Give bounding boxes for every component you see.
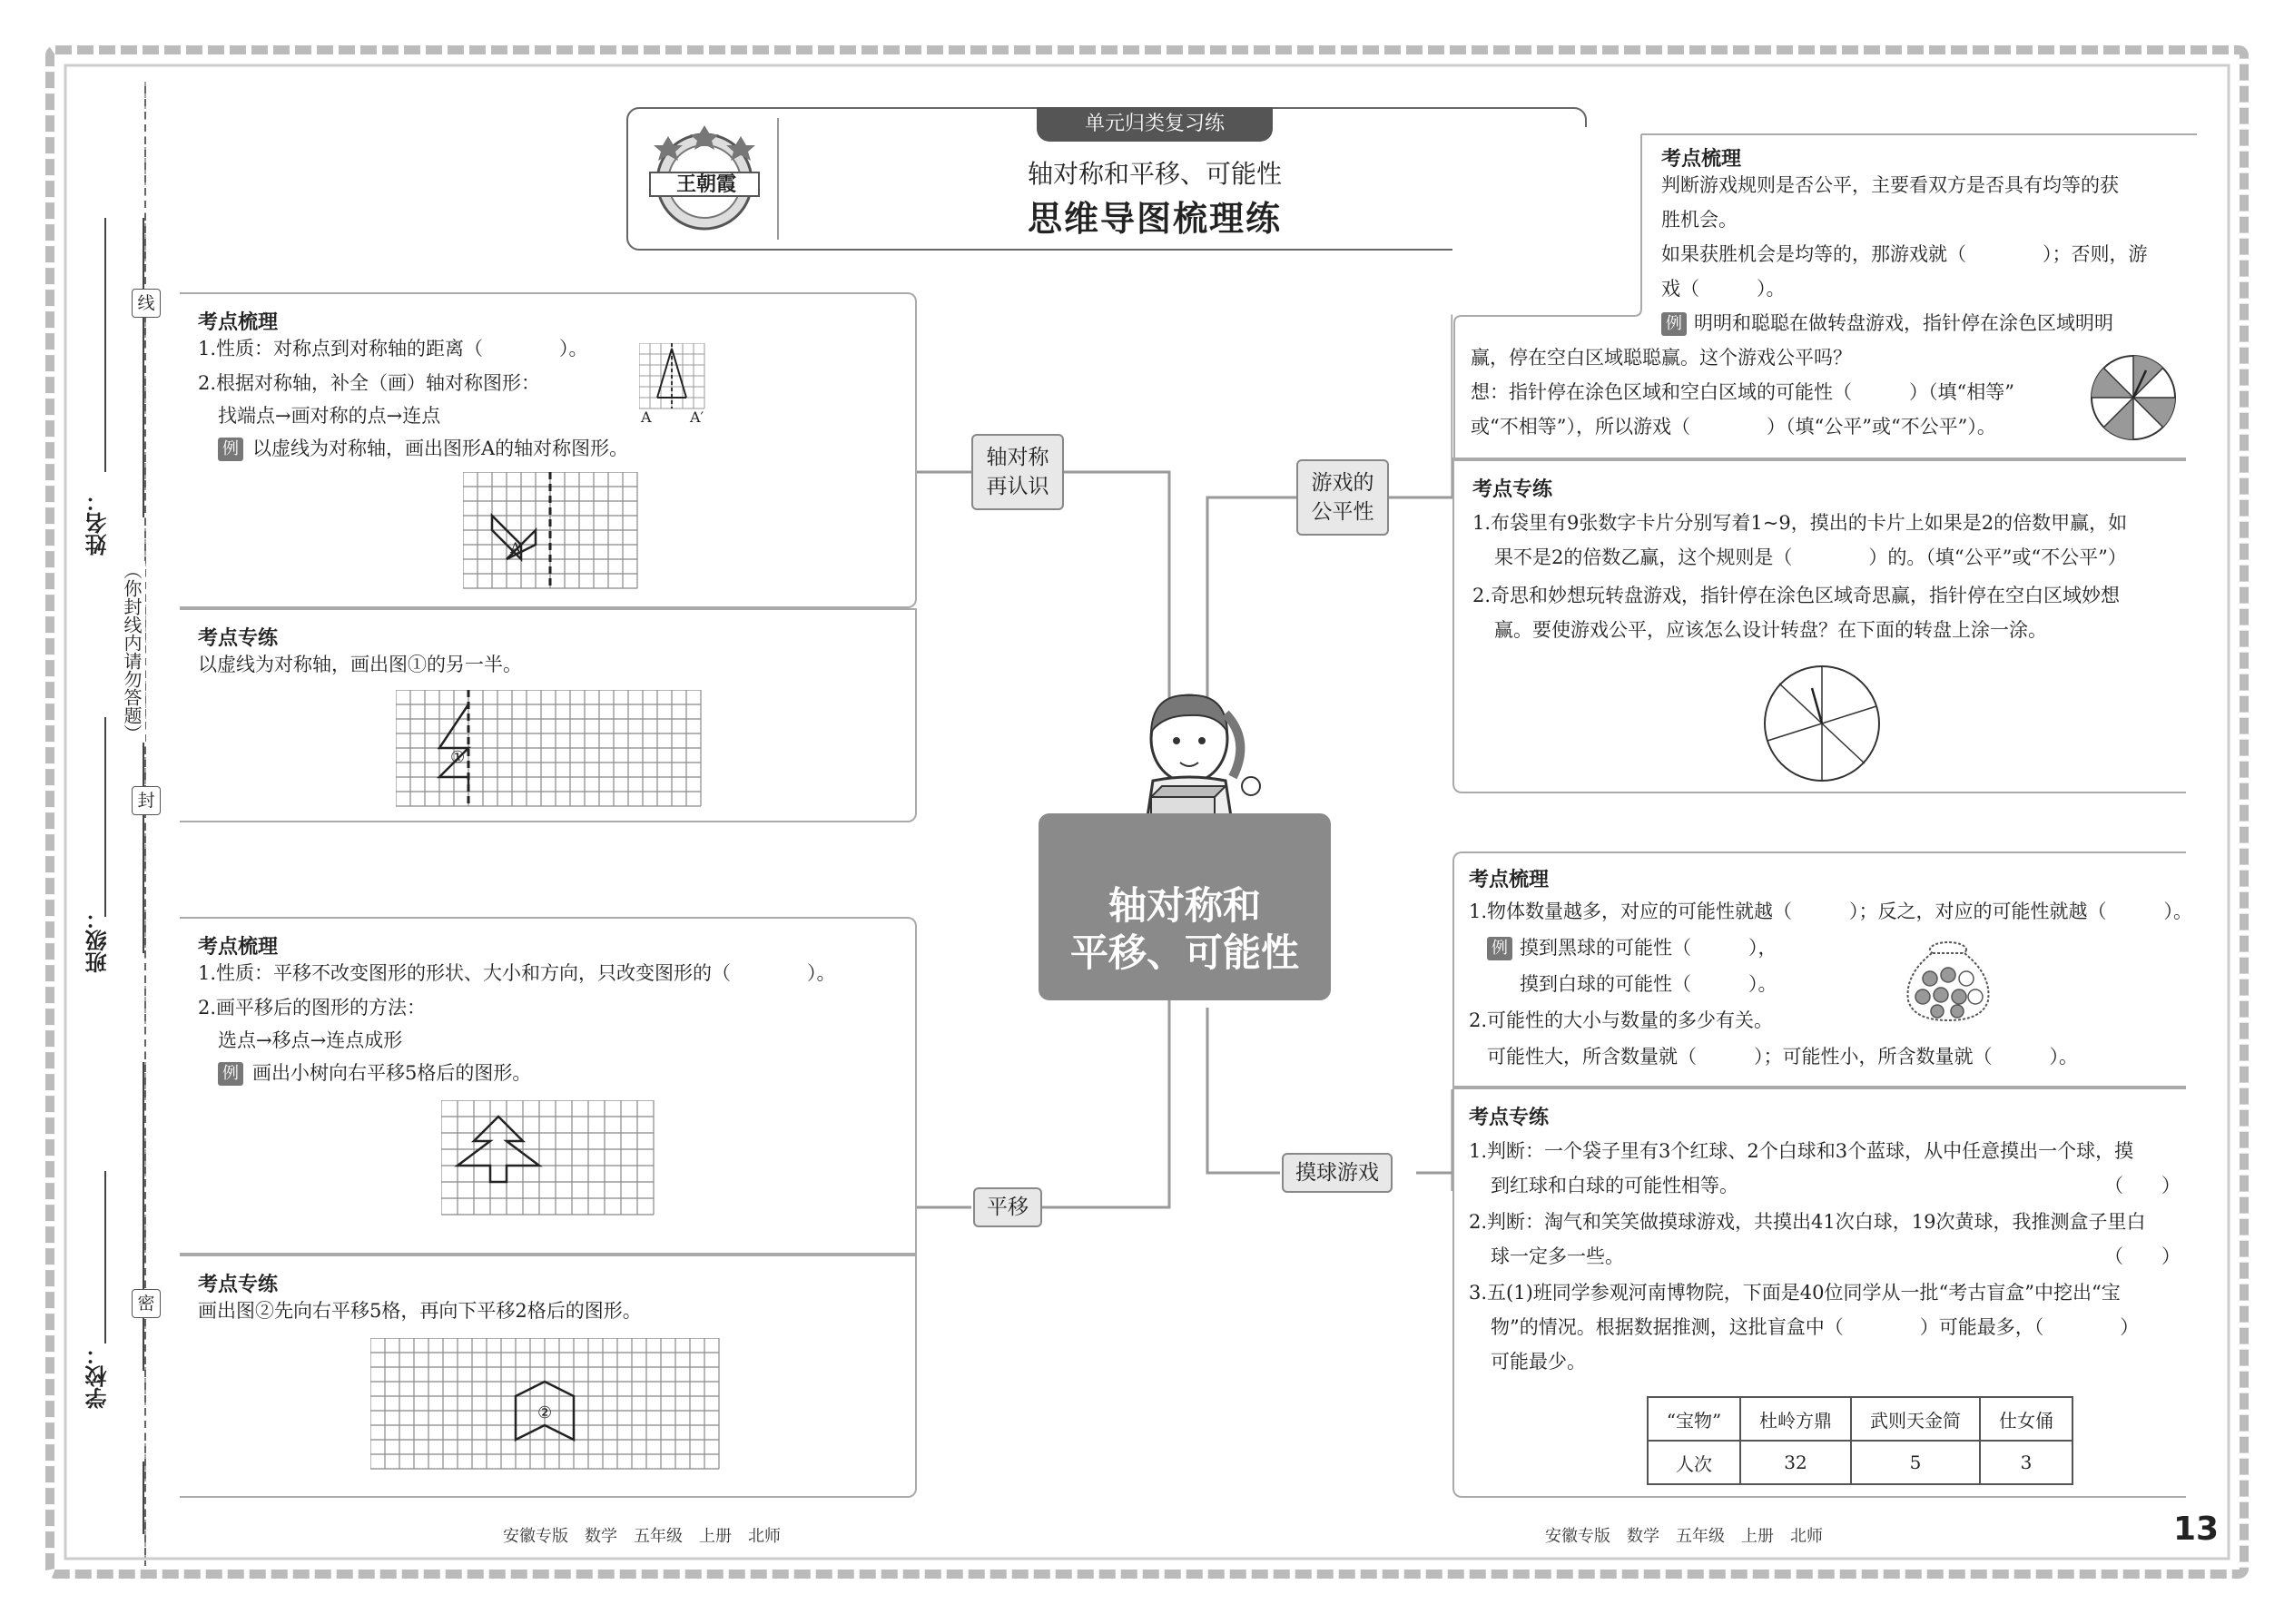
example-tag: 例 bbox=[218, 1062, 243, 1086]
node-fair-game[interactable] bbox=[1296, 459, 1389, 536]
fair-review-heading: 考点梳理 bbox=[1661, 148, 1742, 171]
table-header: 仕女俑 bbox=[1980, 1397, 2072, 1441]
example-grid-figure-a bbox=[463, 472, 639, 590]
ball-practice-q3b: 物”的情况。根据数据推测，这批盲盒中（ ）可能最多，（ ） bbox=[1491, 1316, 2140, 1338]
practice-fig-label-2: ② bbox=[537, 1403, 553, 1422]
example-tag: 例 bbox=[218, 438, 243, 461]
fair-review-think1: 想：指针停在涂色区域和空白区域的可能性（ ）（填“相等” bbox=[1471, 381, 2014, 403]
spinner-blank bbox=[1761, 663, 1883, 784]
node-symmetry-line1: 轴对称 bbox=[986, 446, 1049, 469]
seal-mark-dense: 密 bbox=[132, 1289, 161, 1318]
example-tag: 例 bbox=[1487, 937, 1512, 960]
small-symmetry-figure bbox=[639, 343, 706, 410]
header-badge: 单元归类复习练 bbox=[1037, 107, 1273, 142]
ball-review-heading: 考点梳理 bbox=[1469, 869, 1550, 891]
symmetry-review-line3: 找端点→画对称的点→连点 bbox=[218, 405, 441, 427]
header-subtitle: 轴对称和平移、可能性 bbox=[1027, 159, 1282, 189]
ball-practice-q3a: 3.五(1)班同学参观河南博物院，下面是40位同学从一批“考古盲盒”中挖出“宝 bbox=[1469, 1282, 2121, 1304]
ball-practice-q1-answer[interactable]: （ ） bbox=[2104, 1175, 2181, 1196]
spinner-example bbox=[2088, 352, 2179, 443]
fair-review-panel bbox=[1452, 127, 2186, 459]
ball-review-line2: 2.可能性的大小与数量的多少有关。 bbox=[1469, 1009, 1774, 1031]
table-cell: 3 bbox=[1980, 1441, 2072, 1484]
translation-practice-line1: 画出图②先向右平移5格，再向下平移2格后的图形。 bbox=[198, 1300, 642, 1322]
example-tag: 例 bbox=[1661, 312, 1687, 336]
fair-practice-q2a: 2.奇思和妙想玩转盘游戏，指针停在涂色区域奇思赢，指针停在空白区域妙想 bbox=[1472, 585, 2121, 606]
fair-practice-q1b: 果不是2的倍数乙赢，这个规则是（ ）的。（填“公平”或“不公平”） bbox=[1494, 546, 2127, 568]
footer-right: 安徽专版 数学 五年级 上册 北师 bbox=[1545, 1527, 1823, 1546]
fig-label-a: A bbox=[641, 408, 652, 426]
ball-practice-q3c: 可能最少。 bbox=[1491, 1351, 1586, 1373]
table-cell: 5 bbox=[1851, 1441, 1980, 1484]
fair-review-think2: 或“不相等”），所以游戏（ ）（填“公平”或“不公平”）。 bbox=[1471, 416, 1996, 438]
ball-practice-heading: 考点专练 bbox=[1469, 1107, 1550, 1129]
translation-review-panel bbox=[180, 917, 917, 1255]
ball-practice-q2-answer[interactable]: （ ） bbox=[2104, 1245, 2181, 1267]
seal-mark-line: 线 bbox=[132, 289, 161, 318]
node-ball-game[interactable]: 摸球游戏 bbox=[1282, 1153, 1393, 1193]
practice-grid-figure-1 bbox=[396, 690, 704, 808]
ball-bag-illustration bbox=[1901, 939, 1995, 1022]
symmetry-practice-heading: 考点专练 bbox=[198, 627, 279, 650]
treasure-table bbox=[1647, 1396, 2073, 1485]
table-row-label: 人次 bbox=[1648, 1441, 1740, 1484]
fair-review-line2: 胜机会。 bbox=[1661, 209, 1738, 231]
fair-practice-heading: 考点专练 bbox=[1472, 478, 1553, 501]
ball-practice-q1b: 到红球和白球的可能性相等。 bbox=[1491, 1175, 1738, 1196]
node-fair-game-line1: 游戏的 bbox=[1311, 471, 1374, 495]
fair-practice-q2b: 赢。要使游戏公平，应该怎么设计转盘？在下面的转盘上涂一涂。 bbox=[1494, 619, 2047, 641]
logo-text: 王朝霞 bbox=[675, 172, 736, 196]
seal-mark-seal: 封 bbox=[132, 786, 161, 815]
translation-review-line3: 选点→移点→连点成形 bbox=[218, 1029, 403, 1051]
symmetry-practice-line1: 以虚线为对称轴，画出图①的另一半。 bbox=[198, 654, 522, 675]
fair-review-line1: 判断游戏规则是否公平，主要看双方是否具有均等的获 bbox=[1661, 174, 2119, 196]
translation-practice-panel bbox=[180, 1255, 917, 1498]
grid-label-a: A bbox=[510, 539, 521, 556]
fair-review-line3: 如果获胜机会是均等的，那游戏就（ ）；否则，游 bbox=[1661, 243, 2148, 265]
fair-review-example1: 明明和聪聪在做转盘游戏，指针停在涂色区域明明 bbox=[1694, 312, 2113, 334]
fair-review-line4: 戏（ ）。 bbox=[1661, 278, 1786, 300]
table-cell: 32 bbox=[1740, 1441, 1851, 1484]
translation-practice-heading: 考点专练 bbox=[198, 1274, 279, 1296]
ball-practice-q1a: 1.判断：一个袋子里有3个红球、2个白球和3个蓝球，从中任意摸出一个球，摸 bbox=[1469, 1140, 2134, 1162]
node-fair-game-line2: 公平性 bbox=[1311, 500, 1374, 524]
ball-review-line1: 1.物体数量越多，对应的可能性就越（ ）；反之，对应的可能性就越（ ）。 bbox=[1469, 901, 2193, 922]
symmetry-review-heading: 考点梳理 bbox=[198, 311, 279, 334]
translation-review-line1: 1.性质：平移不改变图形的形状、大小和方向，只改变图形的（ ）。 bbox=[198, 962, 836, 984]
ball-review-line3: 可能性大，所含数量就（ ）；可能性小，所含数量就（ ）。 bbox=[1487, 1046, 2078, 1068]
ball-practice-q2b: 球一定多一些。 bbox=[1491, 1245, 1624, 1267]
translation-review-heading: 考点梳理 bbox=[198, 936, 279, 959]
class-label: 班级： bbox=[85, 908, 111, 973]
name-label: 姓名： bbox=[85, 490, 111, 556]
symmetry-review-example: 以虚线为对称轴，画出图形A的轴对称图形。 bbox=[252, 438, 629, 459]
fig-label-a-prime: A′ bbox=[690, 408, 704, 426]
ball-review-panel bbox=[1452, 851, 2193, 1088]
symmetry-review-line1: 1.性质：对称点到对称轴的距离（ ）。 bbox=[198, 338, 588, 359]
center-title-box bbox=[1039, 813, 1331, 1000]
page-number: 13 bbox=[2173, 1511, 2220, 1548]
table-header: 武则天金简 bbox=[1851, 1397, 1980, 1441]
node-symmetry[interactable] bbox=[971, 434, 1064, 510]
school-label: 学校： bbox=[85, 1343, 111, 1409]
ball-practice-panel bbox=[1452, 1088, 2186, 1498]
fair-practice-panel bbox=[1452, 459, 2186, 793]
node-translation[interactable]: 平移 bbox=[973, 1187, 1042, 1227]
table-header: “宝物” bbox=[1648, 1397, 1740, 1441]
ball-review-ex2: 摸到白球的可能性（ ）。 bbox=[1520, 973, 1777, 995]
table-row bbox=[1648, 1441, 2072, 1484]
ball-practice-q2a: 2.判断：淘气和笑笑做摸球游戏，共摸出41次白球，19次黄球，我推测盒子里白 bbox=[1469, 1211, 2146, 1233]
symmetry-review-line2: 2.根据对称轴，补全（画）轴对称图形： bbox=[198, 372, 541, 394]
center-title-line1: 轴对称和 bbox=[1108, 883, 1261, 928]
table-header: 杜岭方鼎 bbox=[1740, 1397, 1851, 1441]
node-symmetry-line2: 再认识 bbox=[986, 475, 1049, 498]
no-answer-note: （你封线内请勿答题） bbox=[118, 561, 145, 743]
footer-left: 安徽专版 数学 五年级 上册 北师 bbox=[503, 1527, 781, 1546]
symmetry-review-panel bbox=[180, 292, 917, 608]
tree-grid-figure bbox=[441, 1100, 659, 1220]
translation-review-line2: 2.画平移后的图形的方法： bbox=[198, 997, 427, 1019]
center-title-line2: 平移、可能性 bbox=[1069, 930, 1299, 975]
translation-review-example: 画出小树向右平移5格后的图形。 bbox=[252, 1062, 532, 1084]
fair-review-example2: 赢，停在空白区域聪聪赢。这个游戏公平吗？ bbox=[1471, 347, 1852, 369]
ball-review-ex1: 摸到黑球的可能性（ ）， bbox=[1520, 937, 1777, 959]
symmetry-practice-panel bbox=[180, 608, 917, 822]
practice-fig-label-1: ① bbox=[450, 748, 466, 767]
header-title: 思维导图梳理练 bbox=[1027, 199, 1282, 239]
table-header-row bbox=[1648, 1397, 2072, 1441]
fair-practice-q1a: 1.布袋里有9张数字卡片分别写着1~9，摸出的卡片上如果是2的倍数甲赢，如 bbox=[1472, 512, 2128, 534]
